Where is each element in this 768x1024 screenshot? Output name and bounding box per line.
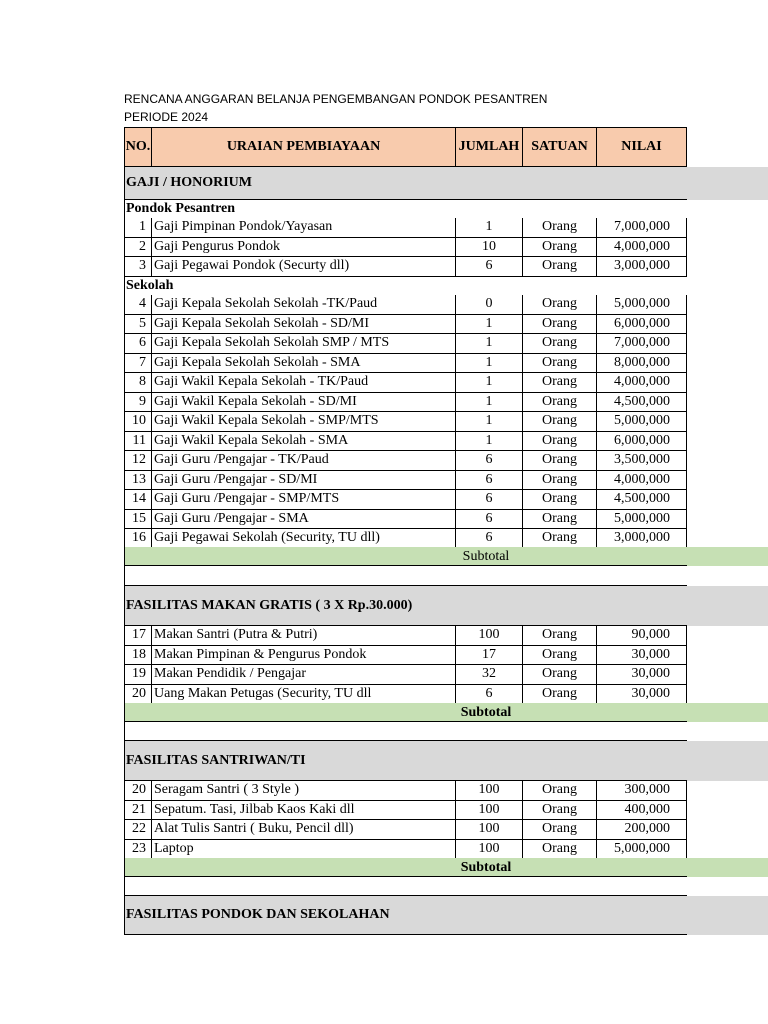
table-row [0,781,768,801]
item-value: 30,000 [597,685,687,705]
item-description: Makan Pimpinan & Pengurus Pondok [152,646,456,666]
item-no: 2 [124,238,152,258]
table-row [0,451,768,471]
item-value: 4,000,000 [597,471,687,491]
item-value: 3,000,000 [597,529,687,549]
item-description: Gaji Pengurus Pondok [152,238,456,258]
item-no: 21 [124,801,152,821]
item-unit: Orang [523,801,597,821]
table-row [0,490,768,510]
item-value: 90,000 [597,626,687,646]
item-no: 14 [124,490,152,510]
item-quantity: 32 [456,665,523,685]
item-quantity: 17 [456,646,523,666]
section-santri [0,741,768,781]
item-unit: Orang [523,432,597,452]
item-value: 4,500,000 [597,490,687,510]
item-value: 7,000,000 [597,334,687,354]
item-unit: Orang [523,685,597,705]
item-value: 4,000,000 [597,238,687,258]
item-description: Uang Makan Petugas (Security, TU dll [152,685,456,705]
table-row [0,626,768,646]
table-row [0,840,768,860]
subtotal-label: Subtotal [462,548,510,564]
table-row [0,354,768,374]
item-value: 5,000,000 [597,510,687,530]
section-gaji [0,167,768,200]
item-unit: Orang [523,334,597,354]
item-no: 17 [124,626,152,646]
item-no: 13 [124,471,152,491]
item-value: 5,000,000 [597,412,687,432]
subtotal-border [124,858,687,877]
item-no: 3 [124,257,152,277]
item-description: Gaji Kepala Sekolah Sekolah - SD/MI [152,315,456,335]
section-title: GAJI / HONORIUM [124,167,687,200]
item-quantity: 1 [456,218,523,238]
item-unit: Orang [523,412,597,432]
item-no: 11 [124,432,152,452]
item-unit: Orang [523,218,597,238]
item-value: 3,000,000 [597,257,687,277]
subgroup-pondok [0,200,768,218]
item-no: 1 [124,218,152,238]
item-unit: Orang [523,781,597,801]
item-description: Gaji Wakil Kepala Sekolah - SMP/MTS [152,412,456,432]
spacer-row [0,722,768,741]
item-quantity: 100 [456,820,523,840]
item-unit: Orang [523,257,597,277]
item-description: Gaji Kepala Sekolah Sekolah SMP / MTS [152,334,456,354]
item-value: 300,000 [597,781,687,801]
item-no: 4 [124,295,152,315]
item-quantity: 1 [456,432,523,452]
item-no: 12 [124,451,152,471]
item-description: Gaji Wakil Kepala Sekolah - SD/MI [152,393,456,413]
item-quantity: 6 [456,510,523,530]
item-description: Seragam Santri ( 3 Style ) [152,781,456,801]
item-unit: Orang [523,295,597,315]
item-description: Gaji Pimpinan Pondok/Yayasan [152,218,456,238]
item-description: Gaji Guru /Pengajar - SMP/MTS [152,490,456,510]
spacer-row [0,877,768,896]
item-description: Gaji Wakil Kepala Sekolah - TK/Paud [152,373,456,393]
item-description: Makan Santri (Putra & Putri) [152,626,456,646]
item-description: Gaji Guru /Pengajar - SD/MI [152,471,456,491]
item-unit: Orang [523,840,597,860]
item-unit: Orang [523,315,597,335]
subgroup-title: Sekolah [124,277,687,295]
item-value: 30,000 [597,646,687,666]
item-quantity: 6 [456,451,523,471]
table-row [0,685,768,705]
spacer-row [0,566,768,586]
item-quantity: 100 [456,801,523,821]
item-no: 16 [124,529,152,549]
table-row [0,471,768,491]
item-value: 400,000 [597,801,687,821]
item-no: 23 [124,840,152,860]
item-no: 19 [124,665,152,685]
item-quantity: 1 [456,334,523,354]
item-value: 3,500,000 [597,451,687,471]
item-description: Gaji Kepala Sekolah Sekolah -TK/Paud [152,295,456,315]
header-nilai: NILAI [597,127,687,167]
item-value: 8,000,000 [597,354,687,374]
item-no: 20 [124,781,152,801]
section-makan [0,586,768,626]
item-value: 6,000,000 [597,432,687,452]
table-row [0,646,768,666]
item-quantity: 100 [456,840,523,860]
item-unit: Orang [523,820,597,840]
section-title: FASILITAS PONDOK DAN SEKOLAHAN [124,896,687,935]
table-row [0,393,768,413]
item-unit: Orang [523,471,597,491]
spacer-cell [124,877,687,896]
table-row [0,315,768,335]
item-description: Gaji Wakil Kepala Sekolah - SMA [152,432,456,452]
item-no: 22 [124,820,152,840]
item-unit: Orang [523,238,597,258]
header-satuan: SATUAN [523,127,597,167]
table-row [0,218,768,238]
item-unit: Orang [523,393,597,413]
item-no: 18 [124,646,152,666]
item-description: Gaji Pegawai Pondok (Securty dll) [152,257,456,277]
item-no: 6 [124,334,152,354]
item-unit: Orang [523,646,597,666]
subtotal-label: Subtotal [460,704,512,720]
subtotal-border [124,703,687,722]
spacer-cell [124,722,687,741]
item-no: 7 [124,354,152,374]
item-quantity: 1 [456,354,523,374]
table-row [0,510,768,530]
item-unit: Orang [523,490,597,510]
subtotal-label: Subtotal [460,859,512,875]
table-row [0,820,768,840]
item-value: 200,000 [597,820,687,840]
item-unit: Orang [523,529,597,549]
item-quantity: 6 [456,471,523,491]
header-uraian: URAIAN PEMBIAYAAN [152,127,456,167]
table-row [0,334,768,354]
item-description: Alat Tulis Santri ( Buku, Pencil dll) [152,820,456,840]
item-no: 8 [124,373,152,393]
item-value: 7,000,000 [597,218,687,238]
item-quantity: 1 [456,373,523,393]
table-row [0,373,768,393]
item-quantity: 6 [456,529,523,549]
section-title: FASILITAS SANTRIWAN/TI [124,741,687,781]
item-quantity: 6 [456,490,523,510]
item-no: 15 [124,510,152,530]
item-quantity: 1 [456,315,523,335]
item-no: 10 [124,412,152,432]
item-unit: Orang [523,451,597,471]
item-value: 5,000,000 [597,840,687,860]
item-quantity: 1 [456,393,523,413]
header-no: NO. [124,127,152,167]
item-quantity: 100 [456,781,523,801]
item-quantity: 6 [456,257,523,277]
item-quantity: 100 [456,626,523,646]
item-quantity: 6 [456,685,523,705]
document-title: RENCANA ANGGARAN BELANJA PENGEMBANGAN PONDOK PESANTREN [124,92,548,106]
document-period: PERIODE 2024 [124,110,209,124]
table-row [0,295,768,315]
item-quantity: 1 [456,412,523,432]
item-unit: Orang [523,354,597,374]
table-row [0,665,768,685]
item-unit: Orang [523,665,597,685]
item-value: 5,000,000 [597,295,687,315]
item-quantity: 0 [456,295,523,315]
item-no: 20 [124,685,152,705]
table-row [0,432,768,452]
table-header [0,127,768,167]
item-description: Gaji Pegawai Sekolah (Security, TU dll) [152,529,456,549]
item-no: 5 [124,315,152,335]
item-unit: Orang [523,626,597,646]
spacer-cell [124,566,687,586]
item-description: Makan Pendidik / Pengajar [152,665,456,685]
item-description: Gaji Guru /Pengajar - SMA [152,510,456,530]
item-no: 9 [124,393,152,413]
item-value: 6,000,000 [597,315,687,335]
subtotal-border [124,547,687,566]
item-description: Gaji Guru /Pengajar - TK/Paud [152,451,456,471]
item-description: Sepatum. Tasi, Jilbab Kaos Kaki dll [152,801,456,821]
item-description: Laptop [152,840,456,860]
subgroup-title: Pondok Pesantren [124,200,687,218]
subtotal-row [0,547,768,566]
table-row [0,412,768,432]
item-description: Gaji Kepala Sekolah Sekolah - SMA [152,354,456,374]
subtotal-row [0,858,768,877]
header-jumlah: JUMLAH [456,127,523,167]
subgroup-sekolah [0,277,768,295]
item-value: 30,000 [597,665,687,685]
item-value: 4,500,000 [597,393,687,413]
item-unit: Orang [523,510,597,530]
table-row [0,238,768,258]
item-quantity: 10 [456,238,523,258]
table-row [0,529,768,549]
table-row [0,801,768,821]
item-value: 4,000,000 [597,373,687,393]
table-row [0,257,768,277]
subtotal-row [0,703,768,722]
section-title: FASILITAS MAKAN GRATIS ( 3 X Rp.30.000) [124,586,687,626]
section-pondok-sekolah [0,896,768,935]
item-unit: Orang [523,373,597,393]
